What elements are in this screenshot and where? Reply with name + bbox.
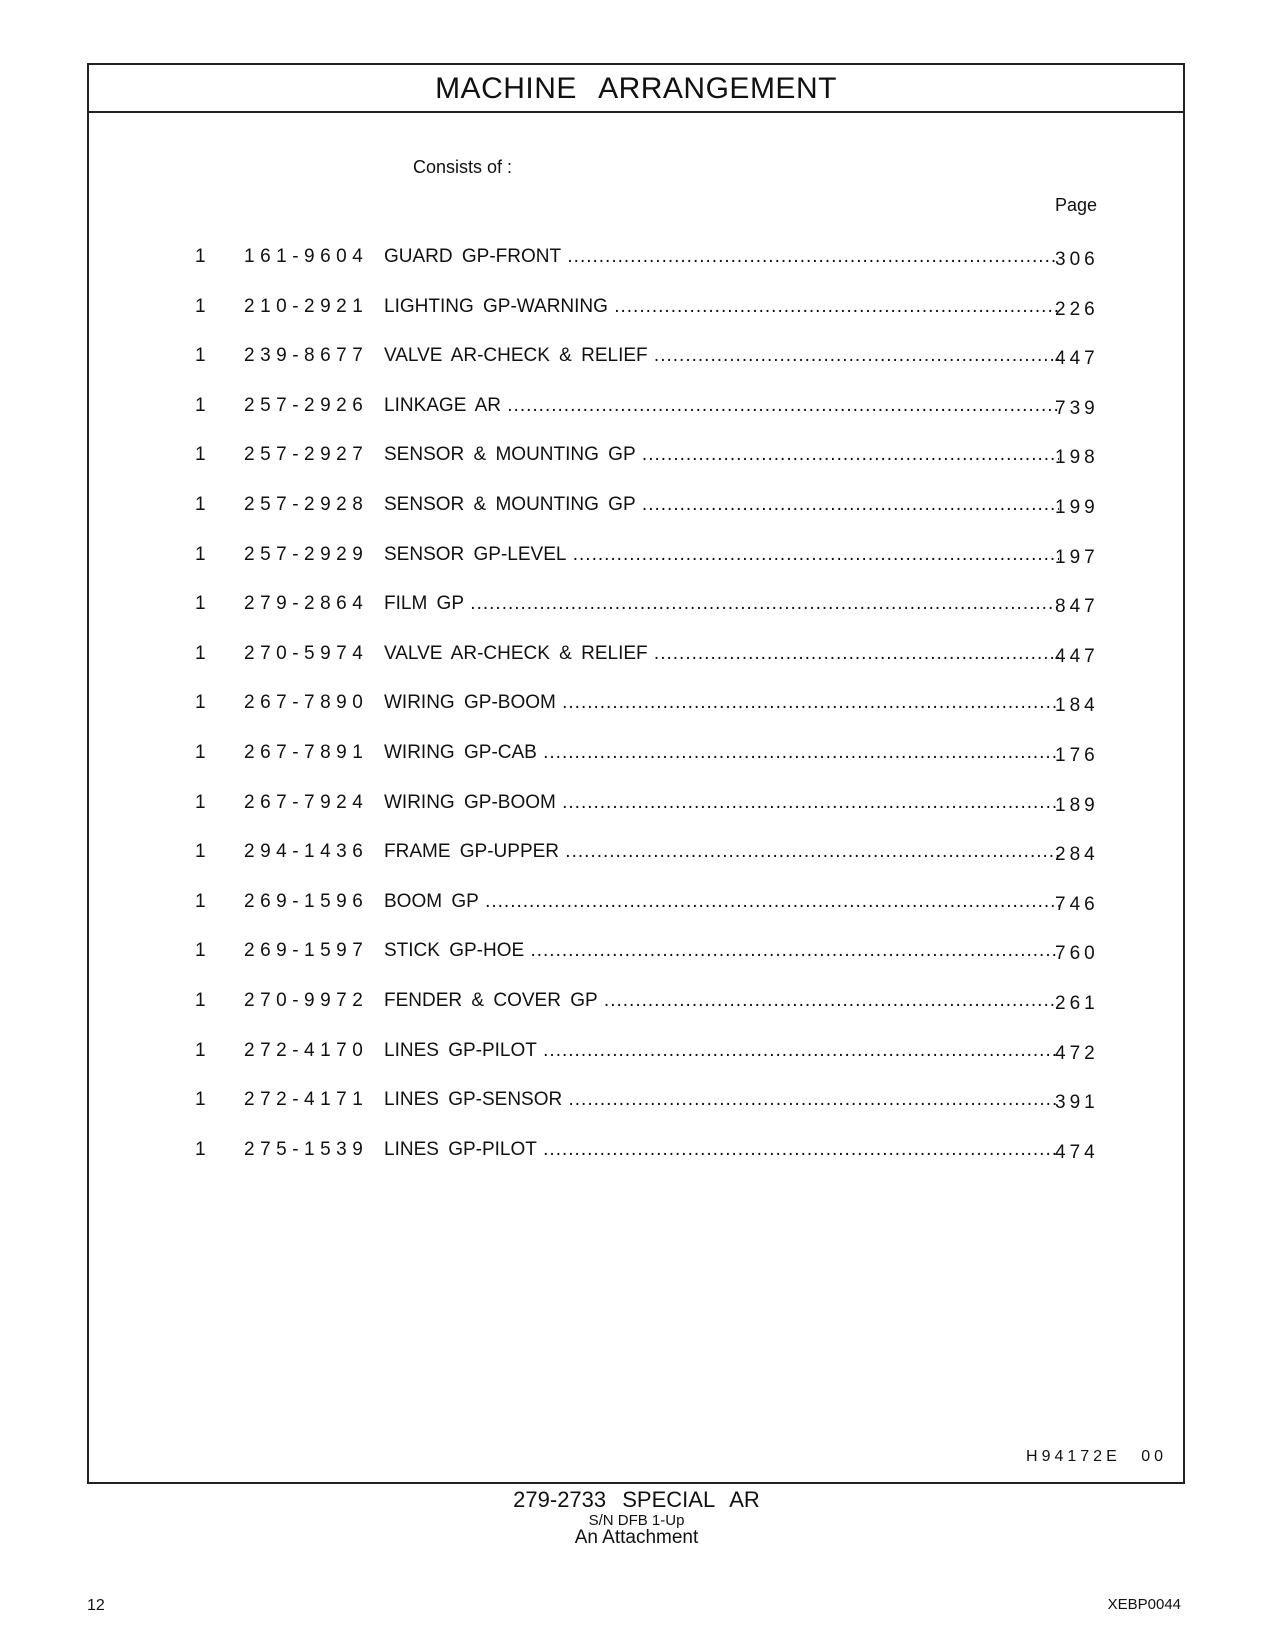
part-page: 199 (1055, 497, 1099, 518)
part-row (89, 246, 1183, 276)
consists-of-label: Consists of : (413, 157, 513, 177)
part-page: 760 (1055, 943, 1099, 965)
part-number: 257-2929 (244, 543, 369, 565)
part-row (89, 296, 1183, 326)
part-number: 275-1539 (244, 1138, 369, 1160)
part-quantity: 1 (195, 494, 206, 515)
part-quantity: 1 (195, 742, 206, 763)
part-description: LIGHTING GP-WARNING ..... (384, 296, 1059, 318)
part-page: 306 (1055, 249, 1099, 270)
part-row (89, 1040, 1183, 1070)
part-number: 257-2927 (244, 444, 369, 466)
part-number: 239-8677 (244, 345, 369, 367)
page-title: MACHINE ARRANGEMENT (435, 72, 837, 105)
part-row (89, 891, 1183, 921)
part-page: 474 (1055, 1141, 1099, 1163)
page-column-header: Page (1055, 195, 1098, 215)
part-quantity: 1 (195, 394, 206, 416)
part-quantity: 1 (195, 593, 206, 615)
part-description: FENDER & COVER GP ..... (384, 990, 1059, 1012)
part-quantity: 1 (195, 345, 206, 367)
part-description: VALVE AR-CHECK & RELIEF ..... (384, 345, 1059, 367)
part-quantity: 1 (195, 841, 206, 863)
part-number: 267-7924 (244, 791, 369, 813)
part-page: 472 (1055, 1042, 1099, 1064)
part-quantity: 1 (195, 642, 206, 664)
part-quantity: 1 (195, 1138, 206, 1160)
part-quantity: 1 (195, 940, 206, 962)
part-number: 270-5974 (244, 642, 369, 664)
part-page: 447 (1055, 645, 1099, 667)
part-page: 447 (1055, 348, 1099, 370)
part-quantity: 1 (195, 1039, 206, 1061)
arrangement-frame (87, 63, 1185, 1484)
part-description: WIRING GP-BOOM ..... (384, 792, 1059, 814)
part-page: 261 (1055, 993, 1099, 1014)
part-row (89, 1089, 1183, 1119)
part-quantity: 1 (195, 543, 206, 565)
part-description: BOOM GP ..... (384, 891, 1059, 913)
part-quantity: 1 (195, 890, 206, 912)
part-row (89, 395, 1183, 425)
page-number: 12 (87, 1597, 105, 1614)
part-quantity: 1 (195, 295, 206, 317)
footer-title: 279-2733 SPECIAL AR (513, 1487, 760, 1512)
part-row (89, 841, 1183, 871)
part-number: 267-7890 (244, 692, 369, 714)
part-description: LINES GP-SENSOR ..... (384, 1089, 1059, 1111)
part-number: 210-2921 (244, 295, 369, 317)
part-number: 257-2928 (244, 494, 369, 515)
part-quantity: 1 (195, 990, 206, 1011)
part-number: 272-4170 (244, 1039, 369, 1061)
part-row (89, 792, 1183, 822)
part-quantity: 1 (195, 444, 206, 466)
part-page: 391 (1055, 1092, 1099, 1114)
part-number: 161-9604 (244, 246, 369, 267)
part-page: 284 (1055, 844, 1099, 866)
part-number: 269-1596 (244, 890, 369, 912)
footer-serial: S/N DFB 1-Up (588, 1512, 685, 1529)
part-row (89, 990, 1183, 1020)
part-row (89, 940, 1183, 970)
part-description: WIRING GP-BOOM ..... (384, 692, 1059, 714)
part-description: FRAME GP-UPPER ..... (384, 841, 1059, 863)
part-number: 294-1436 (244, 841, 369, 863)
part-description: LINES GP-PILOT ..... (384, 1139, 1059, 1161)
part-description: LINES GP-PILOT ..... (384, 1040, 1059, 1062)
part-row (89, 742, 1183, 772)
part-description: SENSOR & MOUNTING GP ..... (384, 444, 1059, 466)
part-description: STICK GP-HOE ..... (384, 940, 1059, 962)
part-description: WIRING GP-CAB ..... (384, 742, 1059, 764)
part-description: SENSOR GP-LEVEL ..... (384, 544, 1059, 566)
part-page: 198 (1055, 447, 1099, 469)
part-page: 847 (1055, 596, 1099, 618)
part-page: 746 (1055, 893, 1099, 915)
part-page: 176 (1055, 745, 1099, 766)
part-description: LINKAGE AR ..... (384, 395, 1059, 417)
footer-attachment: An Attachment (574, 1527, 699, 1548)
document-id: XEBP0044 (1107, 1596, 1181, 1613)
part-row (89, 345, 1183, 375)
part-quantity: 1 (195, 246, 206, 267)
part-description: FILM GP ..... (384, 593, 1059, 615)
part-quantity: 1 (195, 791, 206, 813)
part-description: GUARD GP-FRONT ..... (384, 246, 1059, 268)
part-row (89, 643, 1183, 673)
part-description: SENSOR & MOUNTING GP ..... (384, 494, 1059, 516)
document-code: H94172E 00 (1026, 1448, 1167, 1465)
part-quantity: 1 (195, 1089, 206, 1111)
part-page: 184 (1055, 695, 1099, 717)
part-number: 267-7891 (244, 742, 369, 763)
part-description: VALVE AR-CHECK & RELIEF ..... (384, 643, 1059, 665)
part-number: 279-2864 (244, 593, 369, 615)
part-number: 270-9972 (244, 990, 369, 1011)
part-page: 226 (1055, 298, 1099, 320)
part-quantity: 1 (195, 692, 206, 714)
part-page: 739 (1055, 397, 1099, 419)
part-page: 197 (1055, 546, 1099, 568)
part-row (89, 593, 1183, 623)
part-number: 257-2926 (244, 394, 369, 416)
title-bar (89, 65, 1183, 113)
part-row (89, 444, 1183, 474)
part-row (89, 544, 1183, 574)
part-row (89, 494, 1183, 524)
part-number: 269-1597 (244, 940, 369, 962)
part-page: 189 (1055, 794, 1099, 816)
part-row (89, 1139, 1183, 1169)
part-number: 272-4171 (244, 1089, 369, 1111)
part-row (89, 692, 1183, 722)
